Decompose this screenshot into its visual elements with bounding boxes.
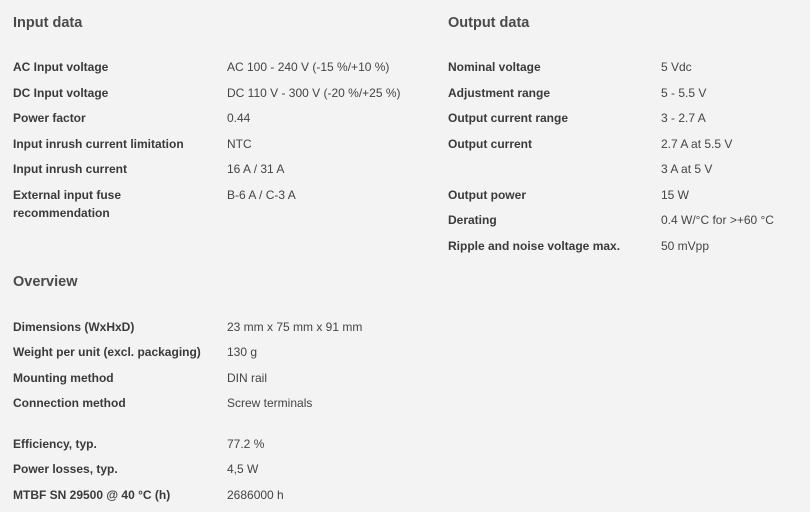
spec-label: External input fuse recommendation xyxy=(13,188,122,220)
spec-label: Output power xyxy=(448,188,526,202)
spec-label: Connection method xyxy=(13,396,126,410)
spec-value: 4,5 W xyxy=(227,462,259,476)
spec-value: 2.7 A at 5.5 V xyxy=(661,137,733,151)
spec-label: Mounting method xyxy=(13,371,114,385)
spec-value: 5 Vdc xyxy=(661,60,692,74)
spec-value: DIN rail xyxy=(227,371,268,385)
spec-value: 130 g xyxy=(227,345,258,359)
input-data-title: Input data xyxy=(13,15,83,31)
spec-label: Input inrush current limitation xyxy=(13,137,184,151)
spec-value: 15 W xyxy=(661,188,690,202)
spec-label: Input inrush current xyxy=(13,162,127,176)
spec-value: 0.4 W/°C for >+60 °C xyxy=(661,213,774,227)
spec-value: 3 A at 5 V xyxy=(661,162,713,176)
spec-label: Power losses, typ. xyxy=(13,462,118,476)
spec-value: Screw terminals xyxy=(227,396,313,410)
spec-value: 3 - 2.7 A xyxy=(661,111,706,125)
spec-label: Ripple and noise voltage max. xyxy=(448,239,621,253)
spec-label: AC Input voltage xyxy=(13,60,109,74)
spec-label: Output current xyxy=(448,137,532,151)
spec-value: 5 - 5.5 V xyxy=(661,86,707,100)
spec-value: NTC xyxy=(227,137,252,151)
output-data-title: Output data xyxy=(448,15,530,31)
spec-label: Dimensions (WxHxD) xyxy=(13,320,135,334)
spec-value: 77.2 % xyxy=(227,437,265,451)
spec-label: Derating xyxy=(448,213,497,227)
spec-value: 0.44 xyxy=(227,111,251,125)
spec-label: Output current range xyxy=(448,111,569,125)
overview-title: Overview xyxy=(13,274,78,290)
spec-label: Nominal voltage xyxy=(448,60,541,74)
spec-label: Efficiency, typ. xyxy=(13,437,97,451)
spec-value: 23 mm x 75 mm x 91 mm xyxy=(227,320,363,334)
spec-value: 50 mVpp xyxy=(661,239,710,253)
spec-label: DC Input voltage xyxy=(13,86,109,100)
spec-label: Power factor xyxy=(13,111,86,125)
spec-value: DC 110 V - 300 V (-20 %/+25 %) xyxy=(227,86,401,100)
spec-label: Adjustment range xyxy=(448,86,551,100)
spec-label: Weight per unit (excl. packaging) xyxy=(13,345,201,359)
spec-value: 2686000 h xyxy=(227,488,284,502)
spec-value: B-6 A / C-3 A xyxy=(227,188,296,202)
spec-value: AC 100 - 240 V (-15 %/+10 %) xyxy=(227,60,390,74)
spec-label: MTBF SN 29500 @ 40 °C (h) xyxy=(13,488,171,502)
spec-value: 16 A / 31 A xyxy=(227,162,285,176)
